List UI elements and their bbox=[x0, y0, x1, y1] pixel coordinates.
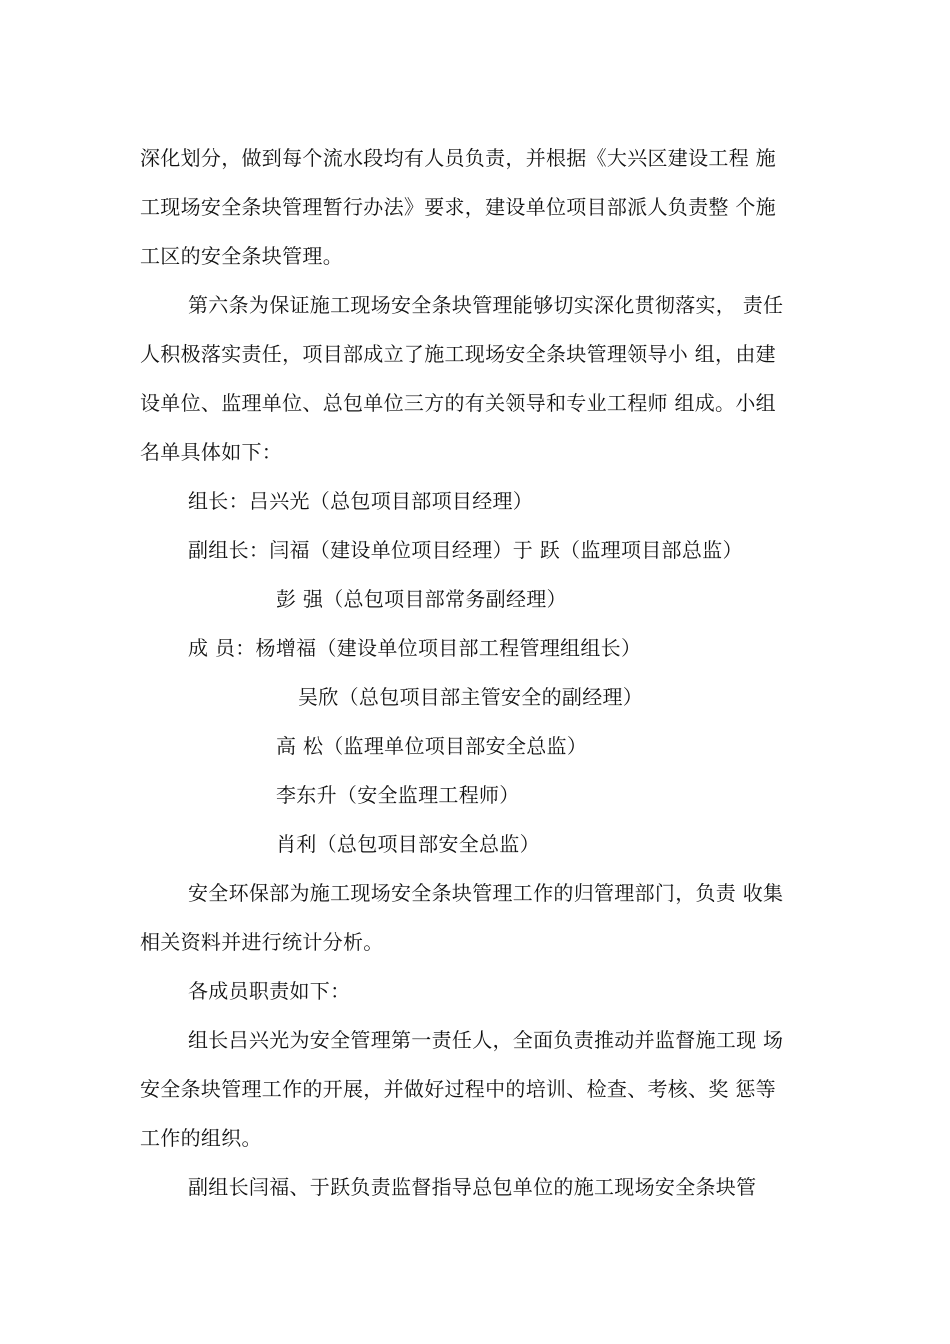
text-line-12: 吴欣（总包项目部主管安全的副经理） bbox=[298, 685, 644, 709]
text-line-21: 工作的组织。 bbox=[140, 1126, 262, 1150]
text-line-5: 人积极落实责任，项目部成立了施工现场安全条块管理领导小 组，由建 bbox=[140, 342, 776, 366]
text-line-9: 副组长：闫福（建设单位项目经理）于 跃（监理项目部总监） bbox=[188, 538, 743, 562]
text-line-7: 名单具体如下： bbox=[140, 440, 283, 464]
text-line-22: 副组长闫福、于跃负责监督指导总包单位的施工现场安全条块管 bbox=[188, 1175, 757, 1199]
text-line-11: 成 员：杨增福（建设单位项目部工程管理组组长） bbox=[188, 636, 642, 660]
text-line-8: 组长：吕兴光（总包项目部项目经理） bbox=[188, 489, 534, 513]
text-line-16: 安全环保部为施工现场安全条块管理工作的归管理部门，负责 收集 bbox=[188, 881, 784, 905]
text-line-20: 安全条块管理工作的开展，并做好过程中的培训、检查、考核、奖 惩等 bbox=[140, 1077, 776, 1101]
text-line-4: 第六条为保证施工现场安全条块管理能够切实深化贯彻落实， 责任 bbox=[188, 293, 784, 317]
text-line-15: 肖利（总包项目部安全总监） bbox=[276, 832, 540, 856]
text-line-13: 高 松（监理单位项目部安全总监） bbox=[276, 734, 588, 758]
text-line-6: 设单位、监理单位、总包单位三方的有关领导和专业工程师 组成。小组 bbox=[140, 391, 776, 415]
text-line-3: 工区的安全条块管理。 bbox=[140, 244, 343, 268]
text-line-19: 组长吕兴光为安全管理第一责任人，全面负责推动并监督施工现 场 bbox=[188, 1028, 784, 1052]
text-line-1: 深化划分，做到每个流水段均有人员负责，并根据《大兴区建设工程 施 bbox=[140, 146, 776, 170]
text-line-2: 工现场安全条块管理暂行办法》要求，建设单位项目部派人负责整 个施 bbox=[140, 195, 776, 219]
text-line-18: 各成员职责如下： bbox=[188, 979, 351, 1003]
text-line-14: 李东升（安全监理工程师） bbox=[276, 783, 520, 807]
text-line-17: 相关资料并进行统计分析。 bbox=[140, 930, 384, 954]
text-line-10: 彭 强（总包项目部常务副经理） bbox=[276, 587, 567, 611]
